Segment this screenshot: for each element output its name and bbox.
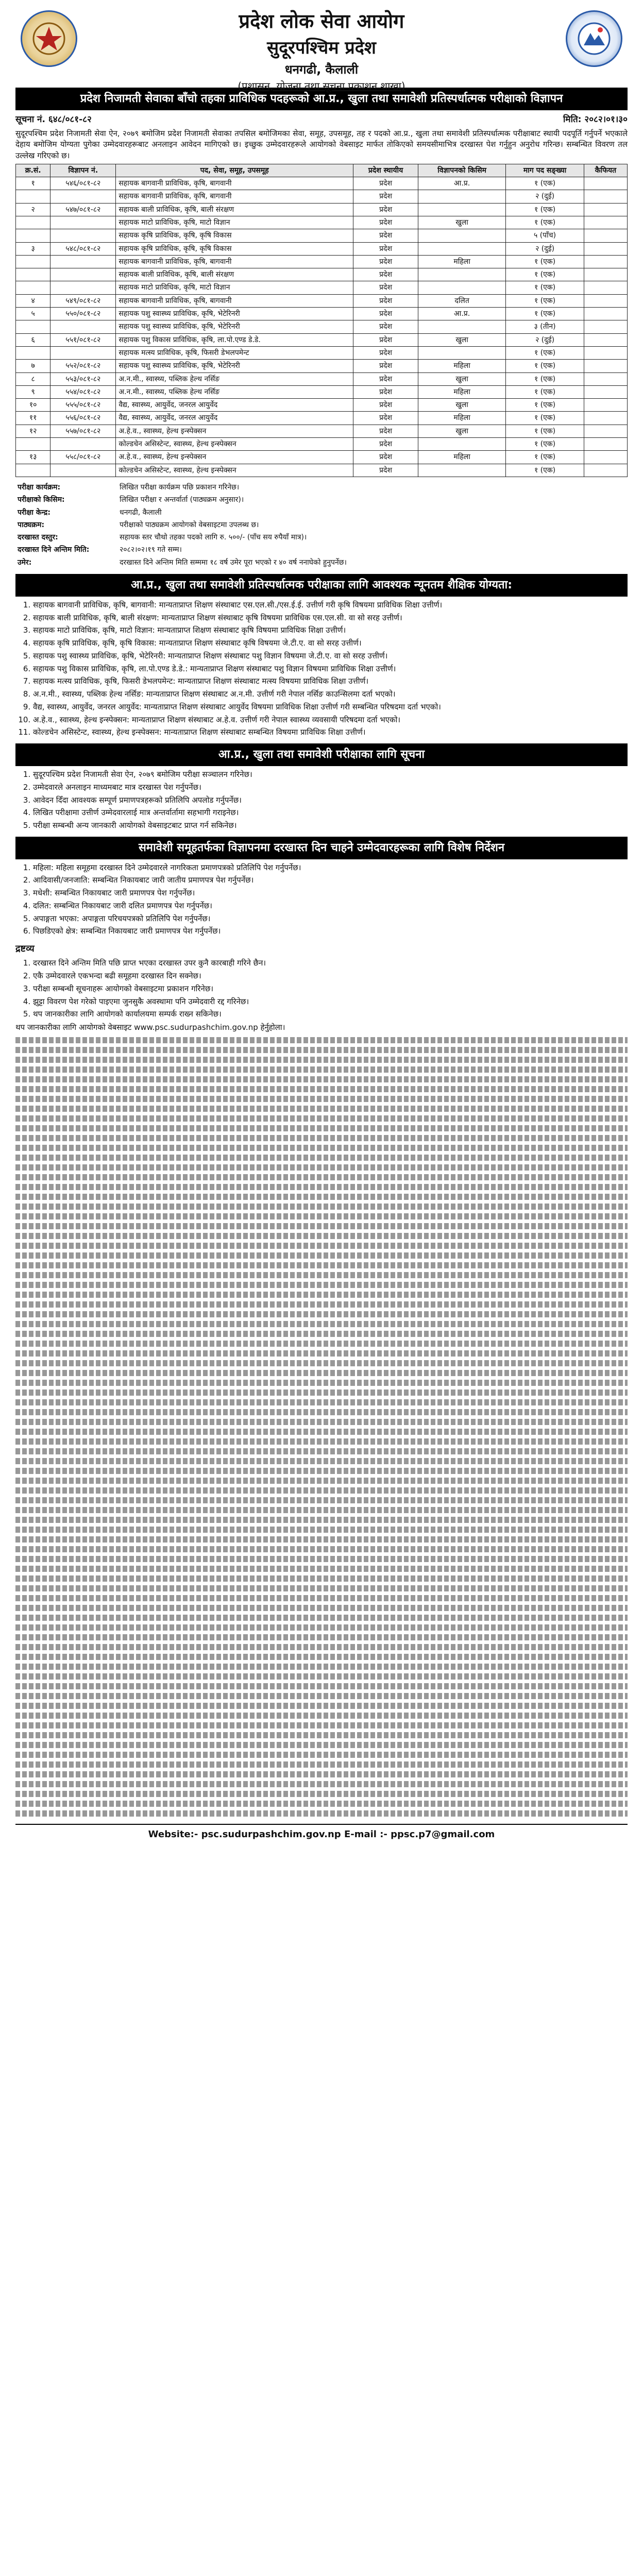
table-cell-level: प्रदेश — [353, 346, 418, 359]
table-cell-sn: ५ — [16, 308, 50, 320]
table-cell-note — [584, 399, 627, 412]
notice-meta — [15, 113, 628, 126]
special-instruction-item: 4. दलित: सम्बन्धित निकायबाट जारी दलित प्रमाणपत्र पेश गर्नुपर्नेछ। — [33, 901, 628, 912]
table-cell-sn — [16, 268, 50, 281]
table-cell-note — [584, 464, 627, 477]
table-cell-count: २ (दुई) — [506, 190, 584, 203]
table-row — [16, 190, 628, 203]
note-item: 3. परीक्षा सम्बन्धी सूचनाहरू आयोगको वेबसाइटमा प्रकाशन गरिनेछ। — [33, 984, 628, 995]
table-cell-post: सहायक पशु विकास प्राविधिक, कृषि, ला.पो.एण्ड डे.डे. — [116, 333, 353, 346]
table-cell-sn — [16, 255, 50, 268]
table-cell-ad: ५५२/०८१-८२ — [50, 360, 116, 372]
table-cell-ad — [50, 438, 116, 451]
info-label: दरखास्त दस्तुर: — [18, 533, 58, 542]
table-cell-sn: २ — [16, 203, 50, 216]
notes-list — [15, 958, 628, 1020]
table-cell-post: सहायक बागवानी प्राविधिक, कृषि, बागवानी — [116, 255, 353, 268]
education-item: 8. अ.न.मी., स्वास्थ्य, पब्लिक हेल्थ नर्सिङ: मान्यताप्राप्त शिक्षण संस्थाबाट अ.न.मी. उत्तीर्ण गरी नेपाल नर्सिङ काउन्सिलमा दर्ता भएको। — [33, 689, 628, 700]
note-item: 4. झुट्टा विवरण पेश गरेको पाइएमा जुनसुकै अवस्थामा पनि उम्मेदवारी रद्द गरिनेछ। — [33, 996, 628, 1008]
table-cell-post: सहायक पशु स्वास्थ्य प्राविधिक, कृषि, भेटेरिनरी — [116, 320, 353, 333]
table-cell-level: प्रदेश — [353, 333, 418, 346]
table-header-cell: विज्ञापन नं. — [50, 164, 116, 177]
table-cell-ad — [50, 255, 116, 268]
table-cell-note — [584, 308, 627, 320]
table-row — [16, 281, 628, 294]
note-item: 1. दरखास्त दिने अन्तिम मिति पछि प्राप्त भएका दरखास्त उपर कुनै कारबाही गरिने छैन। — [33, 958, 628, 969]
info-row — [15, 481, 628, 494]
table-row — [16, 385, 628, 398]
table-cell-sn: ६ — [16, 333, 50, 346]
table-cell-count: २ (दुई) — [506, 333, 584, 346]
table-cell-type — [418, 320, 506, 333]
special-instruction-item: 1. महिला: महिला समूहमा दरखास्त दिने उम्मेदवारले नागरिकता प्रमाणपत्रको प्रतिलिपि पेश गर्नुपर्नेछ। — [33, 862, 628, 874]
note-item: 5. थप जानकारीका लागि आयोगको कार्यालयमा सम्पर्क राख्न सकिनेछ। — [33, 1009, 628, 1020]
special-instructions-title: समावेशी समूहतर्फका विज्ञापनमा दरखास्त दिन चाहने उम्मेदवारहरूका लागि विशेष निर्देशन — [15, 837, 628, 859]
exam-notice-item: 5. परीक्षा सम्बन्धी अन्य जानकारी आयोगको वेबसाइटबाट प्राप्त गर्न सकिनेछ। — [33, 820, 628, 832]
table-cell-post: अ.न.मी., स्वास्थ्य, पब्लिक हेल्थ नर्सिङ — [116, 372, 353, 385]
table-cell-ad: ५५०/०८१-८२ — [50, 308, 116, 320]
exam-notice-item: 2. उम्मेदवारले अनलाइन माध्यमबाट मात्र दरखास्त पेश गर्नुपर्नेछ। — [33, 782, 628, 793]
table-cell-note — [584, 242, 627, 255]
table-cell-level: प्रदेश — [353, 281, 418, 294]
exam-notice-item: 4. लिखित परीक्षामा उत्तीर्ण उम्मेदवारलाई मात्र अन्तर्वार्तामा सहभागी गराइनेछ। — [33, 807, 628, 819]
province-title: सुदूरपश्चिम प्रदेश — [267, 38, 376, 59]
table-cell-post: अ.हे.व., स्वास्थ्य, हेल्थ इन्स्पेक्सन — [116, 451, 353, 464]
table-row — [16, 229, 628, 242]
table-cell-level: प्रदेश — [353, 216, 418, 229]
table-cell-note — [584, 425, 627, 437]
table-body — [16, 177, 628, 477]
table-cell-post: वैद्य, स्वास्थ्य, आयुर्वेद, जनरल आयुर्वेद — [116, 399, 353, 412]
exam-notice-item: 3. आवेदन दिँदा आवश्यक सम्पूर्ण प्रमाणपत्रहरूको प्रतिलिपि अपलोड गर्नुपर्नेछ। — [33, 795, 628, 806]
table-cell-type — [418, 190, 506, 203]
notice-number: सूचना नं. ६४८/०८१-८२ — [15, 114, 92, 125]
info-value: लिखित परीक्षा र अन्तर्वार्ता (पाठ्यक्रम अनुसार)। — [120, 496, 244, 504]
exam-notice-item: 1. सुदूरपश्चिम प्रदेश निजामती सेवा ऐन, २०७९ बमोजिम परीक्षा सञ्चालन गरिनेछ। — [33, 769, 628, 781]
table-cell-sn — [16, 281, 50, 294]
table-cell-ad: ५५८/०८१-८२ — [50, 451, 116, 464]
table-cell-post: सहायक बागवानी प्राविधिक, कृषि, बागवानी — [116, 294, 353, 307]
table-cell-sn: ७ — [16, 360, 50, 372]
special-instruction-item: 6. पिछडिएको क्षेत्र: सम्बन्धित निकायबाट जारी प्रमाणपत्र पेश गर्नुपर्नेछ। — [33, 926, 628, 937]
website-line: थप जानकारीका लागि आयोगको वेबसाइट www.psc.sudurpashchim.gov.np हेर्नुहोला। — [15, 1023, 285, 1032]
table-cell-level: प्रदेश — [353, 385, 418, 398]
table-cell-note — [584, 203, 627, 216]
table-cell-count: १ (एक) — [506, 399, 584, 412]
table-cell-post: कोल्डचेन असिस्टेन्ट, स्वास्थ्य, हेल्थ इन्स्पेक्सन — [116, 438, 353, 451]
info-label: परीक्षाको किसिम: — [18, 496, 65, 504]
table-cell-post: सहायक कृषि प्राविधिक, कृषि, कृषि विकास — [116, 229, 353, 242]
vacancy-table — [15, 164, 628, 477]
table-cell-note — [584, 320, 627, 333]
info-value: लिखित परीक्षा कार्यक्रम पछि प्रकाशन गरिनेछ। — [120, 483, 240, 492]
table-cell-level: प्रदेश — [353, 360, 418, 372]
table-cell-level: प्रदेश — [353, 372, 418, 385]
table-cell-count: १ (एक) — [506, 281, 584, 294]
table-row — [16, 242, 628, 255]
table-cell-count: १ (एक) — [506, 203, 584, 216]
table-cell-type: खुला — [418, 333, 506, 346]
table-cell-count: १ (एक) — [506, 255, 584, 268]
education-item: 10. अ.हे.व., स्वास्थ्य, हेल्थ इन्स्पेक्सन: मान्यताप्राप्त शिक्षण संस्थाबाट अ.हे.व. उत्तीर्ण गरी नेपाल स्वास्थ्य व्यवसायी परिषदमा दर्ता भएको। — [33, 715, 628, 726]
note-item: 2. एकै उम्मेदवारले एकभन्दा बढी समूहमा दरखास्त दिन सक्नेछ। — [33, 971, 628, 982]
info-row — [15, 531, 628, 544]
table-header-cell: कैफियत — [584, 164, 627, 177]
table-row — [16, 268, 628, 281]
table-cell-type: दलित — [418, 294, 506, 307]
table-row — [16, 372, 628, 385]
table-cell-type — [418, 242, 506, 255]
notice-date: मिति: २०८२।०१।३० — [563, 114, 628, 125]
table-cell-type: खुला — [418, 399, 506, 412]
table-header-cell: प्रदेश स्थायीय — [353, 164, 418, 177]
table-cell-post: सहायक बाली प्राविधिक, कृषि, बाली संरक्षण — [116, 268, 353, 281]
table-cell-sn: ८ — [16, 372, 50, 385]
table-header-cell: विज्ञापनको किसिम — [418, 164, 506, 177]
table-row — [16, 320, 628, 333]
special-instruction-item: 5. अपाङ्गता भएका: अपाङ्गता परिचयपत्रको प्रतिलिपि पेश गर्नुपर्नेछ। — [33, 913, 628, 925]
table-cell-count: १ (एक) — [506, 294, 584, 307]
table-row — [16, 425, 628, 437]
table-cell-sn — [16, 216, 50, 229]
table-header-cell: क्र.सं. — [16, 164, 50, 177]
table-cell-type: महिला — [418, 255, 506, 268]
table-cell-type — [418, 438, 506, 451]
table-cell-sn: ३ — [16, 242, 50, 255]
table-cell-type — [418, 229, 506, 242]
table-header-row — [16, 164, 628, 177]
table-cell-count: १ (एक) — [506, 451, 584, 464]
table-cell-type: खुला — [418, 425, 506, 437]
office-location: धनगढी, कैलाली — [284, 62, 359, 77]
table-cell-count: ५ (पाँच) — [506, 229, 584, 242]
table-cell-note — [584, 412, 627, 425]
table-cell-type: महिला — [418, 360, 506, 372]
table-cell-type — [418, 346, 506, 359]
table-row — [16, 464, 628, 477]
table-cell-sn: १३ — [16, 451, 50, 464]
table-cell-note — [584, 190, 627, 203]
table-cell-ad — [50, 464, 116, 477]
table-cell-note — [584, 216, 627, 229]
info-value: सहायक स्तर चौथो तहका पदको लागि रु. ५००/- (पाँच सय रुपैयाँ मात्र)। — [120, 533, 307, 542]
province-emblem-icon — [566, 10, 622, 67]
table-cell-post: सहायक पशु स्वास्थ्य प्राविधिक, कृषि, भेटेरिनरी — [116, 308, 353, 320]
table-cell-note — [584, 372, 627, 385]
table-row — [16, 333, 628, 346]
table-cell-type: खुला — [418, 216, 506, 229]
table-cell-ad — [50, 216, 116, 229]
education-list — [15, 600, 628, 738]
table-cell-count: १ (एक) — [506, 268, 584, 281]
table-row — [16, 412, 628, 425]
special-instructions-list — [15, 862, 628, 938]
table-cell-ad: ५४७/०८१-८२ — [50, 203, 116, 216]
table-cell-post: अ.हे.व., स्वास्थ्य, हेल्थ इन्स्पेक्सन — [116, 425, 353, 437]
table-cell-count: १ (एक) — [506, 308, 584, 320]
table-cell-level: प्रदेश — [353, 242, 418, 255]
table-cell-ad: ५५७/०८१-८२ — [50, 425, 116, 437]
table-cell-type — [418, 281, 506, 294]
table-row — [16, 451, 628, 464]
table-cell-count: १ (एक) — [506, 412, 584, 425]
table-cell-ad: ५५५/०८१-८२ — [50, 399, 116, 412]
table-cell-ad — [50, 281, 116, 294]
table-row — [16, 360, 628, 372]
table-cell-note — [584, 255, 627, 268]
table-cell-post: अ.न.मी., स्वास्थ्य, पब्लिक हेल्थ नर्सिङ — [116, 385, 353, 398]
table-cell-note — [584, 177, 627, 190]
table-cell-count: १ (एक) — [506, 372, 584, 385]
table-cell-sn: १० — [16, 399, 50, 412]
table-cell-ad: ५५३/०८१-८२ — [50, 372, 116, 385]
education-item: 2. सहायक बाली प्राविधिक, कृषि, बाली संरक्षण: मान्यताप्राप्त शिक्षण संस्थाबाट कृषि विषयमा प्राविधिक एस.एल.सी. वा सो सरह उत्तीर्ण। — [33, 613, 628, 624]
info-label: पाठ्यक्रम: — [18, 520, 45, 529]
advertisement-banner: प्रदेश निजामती सेवाका बाँचो तहका प्राविधिक पदहरूको आ.प्र., खुला तथा समावेशी प्रतिस्पर्धात्मक परीक्षाको विज्ञापन — [15, 88, 628, 110]
table-cell-post: सहायक मत्स्य प्राविधिक, कृषि, फिसरी डेभलपमेन्ट — [116, 346, 353, 359]
table-cell-note — [584, 438, 627, 451]
table-cell-count: १ (एक) — [506, 216, 584, 229]
table-cell-count: १ (एक) — [506, 464, 584, 477]
table-cell-post: सहायक पशु स्वास्थ्य प्राविधिक, कृषि, भेटेरिनरी — [116, 360, 353, 372]
education-item: 1. सहायक बागवानी प्राविधिक, कृषि, बागवानी: मान्यताप्राप्त शिक्षण संस्थाबाट एस.एल.सी./एस.ई.ई. उत्तीर्ण गरी कृषि विषयमा प्राविधिक शिक्षा उत्तीर्ण। — [33, 600, 628, 611]
table-cell-level: प्रदेश — [353, 320, 418, 333]
table-cell-post: सहायक माटो प्राविधिक, कृषि, माटो विज्ञान — [116, 281, 353, 294]
notes-title: द्रष्टव्य — [15, 943, 35, 955]
table-cell-count: २ (दुई) — [506, 242, 584, 255]
table-row — [16, 216, 628, 229]
header — [15, 7, 628, 93]
intro-paragraph: सुदूरपश्चिम प्रदेश निजामती सेवा ऐन, २०७९ बमोजिम प्रदेश निजामती सेवाका तपसिल बमोजिमका सेवा, समूह, उपसमूह, तह र पदको आ.प्र., खुला तथा समावेशी प्रतिस्पर्धात्मक परीक्षाबाट स्थायी पदपूर्ति गर्नुपर्ने भएकाले देहाय बमोजिम योग्यता पुगेका उम्मेदवारहरूबाट अनलाइन आवेदन मागिएको छ। इच्छुक उम्मेदवारहरूले आयोगको वेबसाइट मार्फत तोकिएको समयसीमाभित्र दरखास्त पेश गर्नुहुन अनुरोध गरिन्छ। सम्बन्धित विवरण तल उल्लेख गरिएको छ। — [15, 128, 628, 161]
info-label: परीक्षा कार्यक्रम: — [18, 483, 61, 492]
table-cell-level: प्रदेश — [353, 177, 418, 190]
table-cell-note — [584, 451, 627, 464]
table-cell-level: प्रदेश — [353, 255, 418, 268]
table-row — [16, 177, 628, 190]
table-cell-level: प्रदेश — [353, 464, 418, 477]
table-cell-level: प्रदेश — [353, 294, 418, 307]
education-item: 6. सहायक पशु विकास प्राविधिक, कृषि, ला.पो.एण्ड डे.डे.: मान्यताप्राप्त शिक्षण संस्थाबाट पशु विज्ञान विषयमा प्राविधिक शिक्षा उत्तीर्ण। — [33, 664, 628, 675]
table-cell-ad — [50, 268, 116, 281]
table-cell-ad: ५४६/०८१-८२ — [50, 177, 116, 190]
table-row — [16, 399, 628, 412]
table-cell-count: १ (एक) — [506, 425, 584, 437]
info-value: दरखास्त दिने अन्तिम मिति सम्ममा १८ वर्ष उमेर पूरा भएको र ४० वर्ष ननाघेको हुनुपर्नेछ। — [120, 558, 347, 567]
education-item: 5. सहायक पशु स्वास्थ्य प्राविधिक, कृषि, भेटेरिनरी: मान्यताप्राप्त शिक्षण संस्थाबाट पशु विज्ञान विषयमा जे.टी.ए. वा सो सरह उत्तीर्ण। — [33, 651, 628, 662]
education-item: 7. सहायक मत्स्य प्राविधिक, कृषि, फिसरी डेभलपमेन्ट: मान्यताप्राप्त शिक्षण संस्थाबाट मत्स्य विषयमा प्राविधिक शिक्षा उत्तीर्ण। — [33, 676, 628, 687]
table-cell-ad: ५४९/०८१-८२ — [50, 294, 116, 307]
info-row — [15, 556, 628, 569]
education-item: 3. सहायक माटो प्राविधिक, कृषि, माटो विज्ञान: मान्यताप्राप्त शिक्षण संस्थाबाट कृषि विषयमा प्राविधिक शिक्षा उत्तीर्ण। — [33, 625, 628, 636]
table-cell-type — [418, 464, 506, 477]
table-cell-sn — [16, 320, 50, 333]
table-cell-count: १ (एक) — [506, 346, 584, 359]
info-row — [15, 544, 628, 556]
table-cell-level: प्रदेश — [353, 399, 418, 412]
table-cell-level: प्रदेश — [353, 425, 418, 437]
table-cell-note — [584, 346, 627, 359]
table-cell-post: सहायक बाली प्राविधिक, कृषि, बाली संरक्षण — [116, 203, 353, 216]
table-cell-ad: ५४८/०८१-८२ — [50, 242, 116, 255]
table-cell-ad — [50, 190, 116, 203]
table-cell-post: सहायक बागवानी प्राविधिक, कृषि, बागवानी — [116, 190, 353, 203]
table-cell-type: आ.प्र. — [418, 308, 506, 320]
table-cell-ad — [50, 320, 116, 333]
info-value: परीक्षाको पाठ्यक्रम आयोगको वेबसाइटमा उपलब्ध छ। — [120, 520, 259, 529]
table-cell-count: ३ (तीन) — [506, 320, 584, 333]
table-cell-sn: १ — [16, 177, 50, 190]
exam-notice-title: आ.प्र., खुला तथा समावेशी परीक्षाका लागि सूचना — [15, 743, 628, 766]
fine-print-block — [15, 1037, 628, 1817]
table-row — [16, 255, 628, 268]
table-cell-ad: ५५४/०८१-८२ — [50, 385, 116, 398]
table-cell-level: प्रदेश — [353, 438, 418, 451]
table-cell-type — [418, 268, 506, 281]
info-label: दरखास्त दिने अन्तिम मिति: — [18, 546, 90, 554]
table-cell-note — [584, 360, 627, 372]
table-cell-note — [584, 333, 627, 346]
table-cell-ad: ५५१/०८१-८२ — [50, 333, 116, 346]
table-cell-post: सहायक माटो प्राविधिक, कृषि, माटो विज्ञान — [116, 216, 353, 229]
branch-name: (प्रशासन, योजना तथा सूचना प्रकाशन शाखा) — [238, 80, 405, 93]
table-row — [16, 294, 628, 307]
table-cell-sn — [16, 190, 50, 203]
table-cell-level: प्रदेश — [353, 308, 418, 320]
table-cell-level: प्रदेश — [353, 229, 418, 242]
education-section-title: आ.प्र., खुला तथा समावेशी प्रतिस्पर्धात्मक परीक्षाका लागि आवश्यक न्यूनतम शैक्षिक योग्यता: — [15, 574, 628, 597]
table-header-cell: पद, सेवा, समूह, उपसमूह — [116, 164, 353, 177]
info-row — [15, 494, 628, 506]
exam-notice-list — [15, 769, 628, 832]
table-cell-count: १ (एक) — [506, 438, 584, 451]
table-cell-sn: १२ — [16, 425, 50, 437]
table-header-cell: माग पद सङ्ख्या — [506, 164, 584, 177]
commission-seal-icon — [21, 10, 77, 67]
org-title: प्रदेश लोक सेवा आयोग — [239, 10, 404, 32]
info-value: २०८२।०२।१९ गते सम्म। — [120, 546, 182, 554]
education-item: 4. सहायक कृषि प्राविधिक, कृषि, कृषि विकास: मान्यताप्राप्त शिक्षण संस्थाबाट कृषि विषयमा जे.टी.ए. वा सो सरह उत्तीर्ण। — [33, 638, 628, 649]
advertisement-page — [15, 0, 628, 1848]
table-cell-type: महिला — [418, 385, 506, 398]
info-label: उमेर: — [18, 558, 32, 567]
special-instruction-item: 2. आदिवासी/जनजाति: सम्बन्धित निकायबाट जारी जातीय प्रमाणपत्र पेश गर्नुपर्नेछ। — [33, 875, 628, 886]
exam-info — [15, 481, 628, 569]
table-cell-ad — [50, 346, 116, 359]
table-cell-note — [584, 281, 627, 294]
table-row — [16, 438, 628, 451]
table-cell-type — [418, 203, 506, 216]
table-cell-count: १ (एक) — [506, 360, 584, 372]
table-cell-level: प्रदेश — [353, 203, 418, 216]
table-cell-post: वैद्य, स्वास्थ्य, आयुर्वेद, जनरल आयुर्वेद — [116, 412, 353, 425]
table-cell-note — [584, 385, 627, 398]
table-cell-type: महिला — [418, 451, 506, 464]
table-cell-sn: ९ — [16, 385, 50, 398]
special-instruction-item: 3. मधेशी: सम्बन्धित निकायबाट जारी प्रमाणपत्र पेश गर्नुपर्नेछ। — [33, 888, 628, 899]
table-cell-level: प्रदेश — [353, 451, 418, 464]
table-cell-note — [584, 294, 627, 307]
table-row — [16, 346, 628, 359]
table-cell-sn: ४ — [16, 294, 50, 307]
table-cell-sn — [16, 464, 50, 477]
table-cell-count: १ (एक) — [506, 177, 584, 190]
table-cell-post: कोल्डचेन असिस्टेन्ट, स्वास्थ्य, हेल्थ इन्स्पेक्सन — [116, 464, 353, 477]
table-cell-sn — [16, 229, 50, 242]
table-row — [16, 203, 628, 216]
table-cell-type: खुला — [418, 372, 506, 385]
table-cell-type: आ.प्र. — [418, 177, 506, 190]
table-cell-post: सहायक कृषि प्राविधिक, कृषि, कृषि विकास — [116, 242, 353, 255]
table-cell-level: प्रदेश — [353, 268, 418, 281]
table-cell-note — [584, 268, 627, 281]
table-cell-sn — [16, 438, 50, 451]
info-row — [15, 519, 628, 531]
table-cell-post: सहायक बागवानी प्राविधिक, कृषि, बागवानी — [116, 177, 353, 190]
table-cell-type: महिला — [418, 412, 506, 425]
info-row — [15, 506, 628, 519]
table-row — [16, 308, 628, 320]
table-cell-ad — [50, 229, 116, 242]
footer-contact: Website:- psc.sudurpashchim.gov.np E-mail :- ppsc.p7@gmail.com — [15, 1824, 628, 1841]
table-cell-sn: ११ — [16, 412, 50, 425]
table-cell-level: प्रदेश — [353, 190, 418, 203]
info-label: परीक्षा केन्द्र: — [18, 508, 50, 517]
table-cell-count: १ (एक) — [506, 385, 584, 398]
table-cell-note — [584, 229, 627, 242]
table-cell-sn — [16, 346, 50, 359]
info-value: धनगढी, कैलाली — [120, 508, 162, 517]
table-cell-level: प्रदेश — [353, 412, 418, 425]
education-item: 9. वैद्य, स्वास्थ्य, आयुर्वेद, जनरल आयुर्वेद: मान्यताप्राप्त शिक्षण संस्थाबाट आयुर्वेद विषयमा प्राविधिक शिक्षा उत्तीर्ण गरी सम्बन्धित परिषदमा दर्ता भएको। — [33, 702, 628, 713]
education-item: 11. कोल्डचेन असिस्टेन्ट, स्वास्थ्य, हेल्थ इन्स्पेक्सन: मान्यताप्राप्त शिक्षण संस्थाबाट सम्बन्धित विषयमा प्राविधिक शिक्षा उत्तीर्ण। — [33, 727, 628, 738]
table-cell-ad: ५५६/०८१-८२ — [50, 412, 116, 425]
